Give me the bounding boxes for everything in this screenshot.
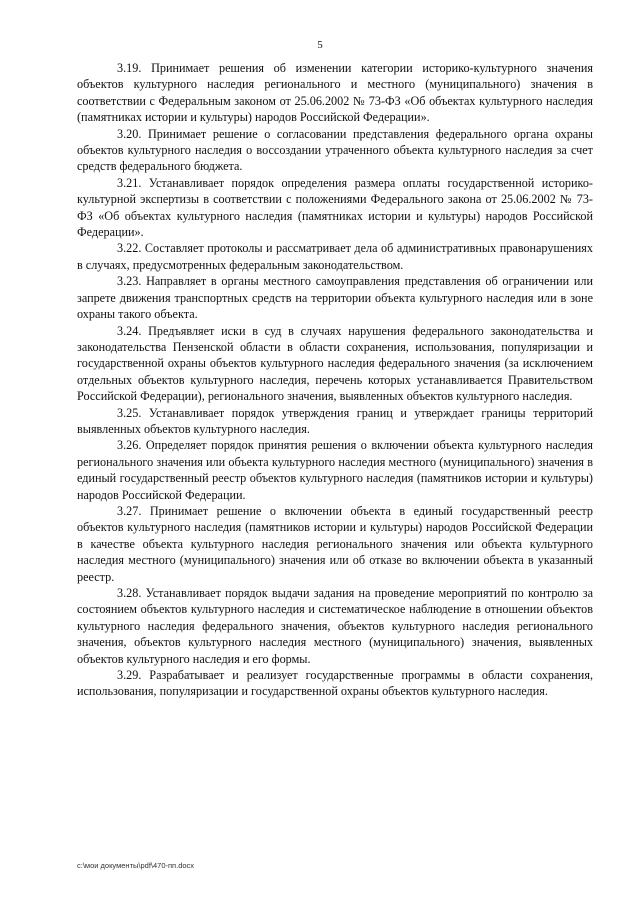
paragraph-3-24: 3.24. Предъявляет иски в суд в случаях нарушения федерального законодательства и законодательства Пензенской области в области сохранения, использования, популяризации и государственной охраны объектов культурного наследия федерального значения (за исключением отдельных объектов культурного наследия, перечень которых устанавливается Правительством Российской Федерации), регионального значения, выявленных объектов культурного наследия. xyxy=(77,323,593,404)
paragraph-3-27: 3.27. Принимает решение о включении объекта в единый государственный реестр объектов культурного наследия (памятников истории и культуры) народов Российской Федерации в качестве объекта культурного наследия регионального значения или объекта культурного наследия местного (муниципального) значения или об отказе во включении объекта в указанный реестр. xyxy=(77,503,593,584)
paragraph-3-21: 3.21. Устанавливает порядок определения размера оплаты государственной историко-культурной экспертизы в соответствии с положениями Федерального закона от 25.06.2002 № 73-ФЗ «Об объектах культурного наследия (памятниках истории и культуры) народов Российской Федерации». xyxy=(77,175,593,240)
paragraph-3-23: 3.23. Направляет в органы местного самоуправления представления об ограничении или запрете движения транспортных средств на территории объекта культурного наследия или в зоне охраны такого объекта. xyxy=(77,274,593,322)
paragraph-3-25: 3.25. Устанавливает порядок утверждения границ и утверждает границы территорий выявленных объектов культурного наследия. xyxy=(77,405,593,436)
paragraph-3-28: 3.28. Устанавливает порядок выдачи задания на проведение мероприятий по контролю за состоянием объектов культурного наследия и систематическое наблюдение в отношении объектов культурного наследия федерального значения, объектов культурного наследия регионального значения, объектов культурного наследия местного (муниципального) значения, выявленных объектов культурного наследия и его формы. xyxy=(77,586,593,666)
paragraph-3-19: 3.19. Принимает решения об изменении категории историко-культурного значения объектов культурного наследия регионального и местного (муниципального) значения в соответствии с Федеральным законом от 25.06.2002 № 73-ФЗ «Об объектах культурного наследия (памятниках истории и культуры) народов Российской Федерации». xyxy=(77,61,593,125)
paragraph-3-26: 3.26. Определяет порядок принятия решения о включении объекта культурного наследия регионального значения или объекта культурного наследия местного (муниципального) значения в единый государственный реестр объектов культурного наследия (памятников истории и культуры) народов Российской Федерации. xyxy=(77,438,593,502)
paragraph-3-20: 3.20. Принимает решение о согласовании представления федерального органа охраны объектов культурного наследия о воссоздании утраченного объекта культурного наследия за счет средств федерального бюджета. xyxy=(77,126,593,174)
page-number: 5 xyxy=(317,39,323,51)
paragraph-3-22: 3.22. Составляет протоколы и рассматривает дела об административных правонарушениях в случаях, предусмотренных федеральным законодательством. xyxy=(77,241,593,272)
paragraph-3-29: 3.29. Разрабатывает и реализует государственные программы в области сохранения, использования, популяризации и государственной охраны объектов культурного наследия. xyxy=(77,668,593,699)
footer-file-path: c:\мои документы\pdf\470-пп.docx xyxy=(77,861,195,870)
document-body xyxy=(77,60,593,700)
